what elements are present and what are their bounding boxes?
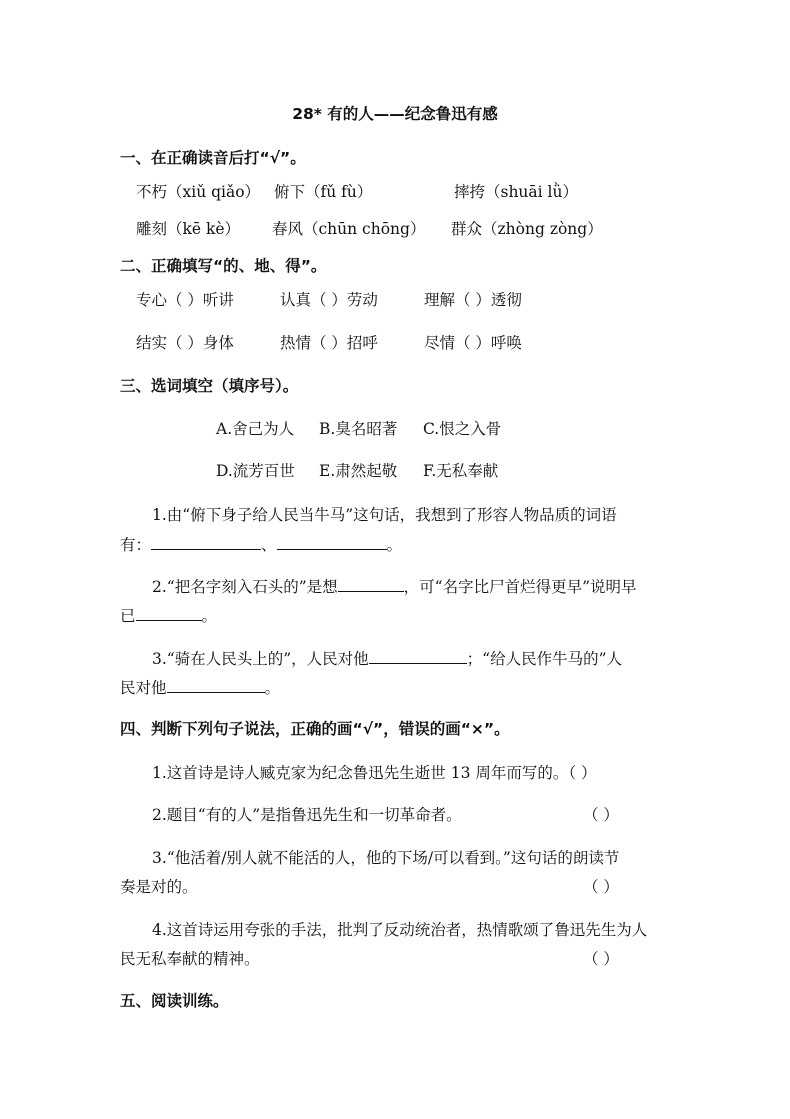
word-option: E.肃然起敬: [319, 462, 398, 480]
question-text: ，可“名字比尸首烂得更早”说明早: [403, 578, 637, 596]
judge-question-3-line-1: 3.“他活着/别人就不能活的人，他的下场/可以看到。”这句话的朗读节: [152, 849, 620, 867]
judge-question-4-line-2: 民无私奉献的精神。: [120, 950, 260, 968]
word-option: A.舍己为人: [216, 420, 295, 438]
question-text: 、: [261, 536, 277, 554]
judge-question-4-line-1: 4.这首诗运用夸张的手法，批判了反动统治者，热情歌颂了鲁迅先生为人: [152, 921, 648, 939]
judge-question-1: 1.这首诗是诗人臧克家为纪念鲁迅先生逝世 13 周年而写的。（ ）: [152, 764, 597, 782]
answer-blank[interactable]: [151, 534, 261, 550]
section-1-heading: 一、在正确读音后打“√”。: [120, 149, 306, 167]
section-2-heading: 二、正确填写“的、地、得”。: [120, 257, 327, 275]
answer-blank[interactable]: [338, 576, 404, 592]
fill-item: 尽情（ ）呼唤: [424, 334, 522, 352]
page-title: 28* 有的人——纪念鲁迅有感: [292, 105, 498, 123]
answer-blank[interactable]: [136, 605, 202, 621]
question-3-3-line-2: [120, 677, 280, 698]
word-option: C.恨之入骨: [423, 420, 502, 438]
fill-item: 结实（ ）身体: [136, 334, 234, 352]
question-text: 。: [264, 679, 281, 697]
answer-paren[interactable]: （ ）: [583, 950, 619, 968]
pinyin-item: 摔挎（shuāi lǜ）: [454, 183, 578, 201]
section-3-heading: 三、选词填空（填序号）。: [120, 377, 299, 395]
fill-item: 认真（ ）劳动: [280, 291, 378, 309]
word-option: B.臭名昭著: [319, 420, 398, 438]
question-3-2-line-2: [120, 605, 217, 626]
question-text: 2.“把名字刻入石头的”是想: [152, 578, 338, 596]
question-3-3-line-1: [152, 648, 622, 669]
question-text: 民对他: [120, 679, 167, 697]
word-option: F.无私奉献: [423, 462, 499, 480]
fill-item: 专心（ ）听讲: [136, 291, 234, 309]
pinyin-item: 群众（zhòng zòng）: [451, 220, 603, 238]
answer-blank[interactable]: [167, 677, 265, 693]
question-text: ；“给人民作牛马的”人: [466, 650, 622, 668]
pinyin-item: 俯下（fǔ fù）: [274, 183, 373, 201]
question-3-1-line-2: [120, 534, 402, 555]
question-text: 已: [120, 607, 136, 625]
pinyin-item: 不朽（xiǔ qiǎo）: [136, 183, 261, 201]
pinyin-item: 雕刻（kē kè）: [136, 220, 241, 238]
answer-paren[interactable]: （ ）: [583, 878, 619, 896]
judge-question-3-line-2: 奏是对的。: [120, 878, 198, 896]
question-text: 3.“骑在人民头上的”，人民对他: [152, 650, 369, 668]
answer-paren[interactable]: （ ）: [583, 806, 619, 824]
word-option: D.流芳百世: [216, 462, 295, 480]
question-3-2-line-1: [152, 576, 637, 597]
pinyin-item: 春风（chūn chōng）: [272, 220, 426, 238]
section-5-heading: 五、阅读训练。: [120, 992, 229, 1010]
fill-item: 热情（ ）招呼: [280, 334, 378, 352]
judge-question-2: 2.题目“有的人”是指鲁迅先生和一切革命者。: [152, 806, 462, 824]
question-3-1-line-1: 1.由“俯下身子给人民当牛马”这句话，我想到了形容人物品质的词语: [152, 506, 617, 524]
section-4-heading: 四、判断下列句子说法，正确的画“√”，错误的画“×”。: [120, 720, 510, 738]
answer-blank[interactable]: [369, 648, 467, 664]
question-text: 。: [386, 536, 403, 554]
answer-blank[interactable]: [277, 534, 387, 550]
question-text: 有：: [120, 536, 152, 554]
question-text: 。: [201, 607, 218, 625]
fill-item: 理解（ ）透彻: [424, 291, 522, 309]
